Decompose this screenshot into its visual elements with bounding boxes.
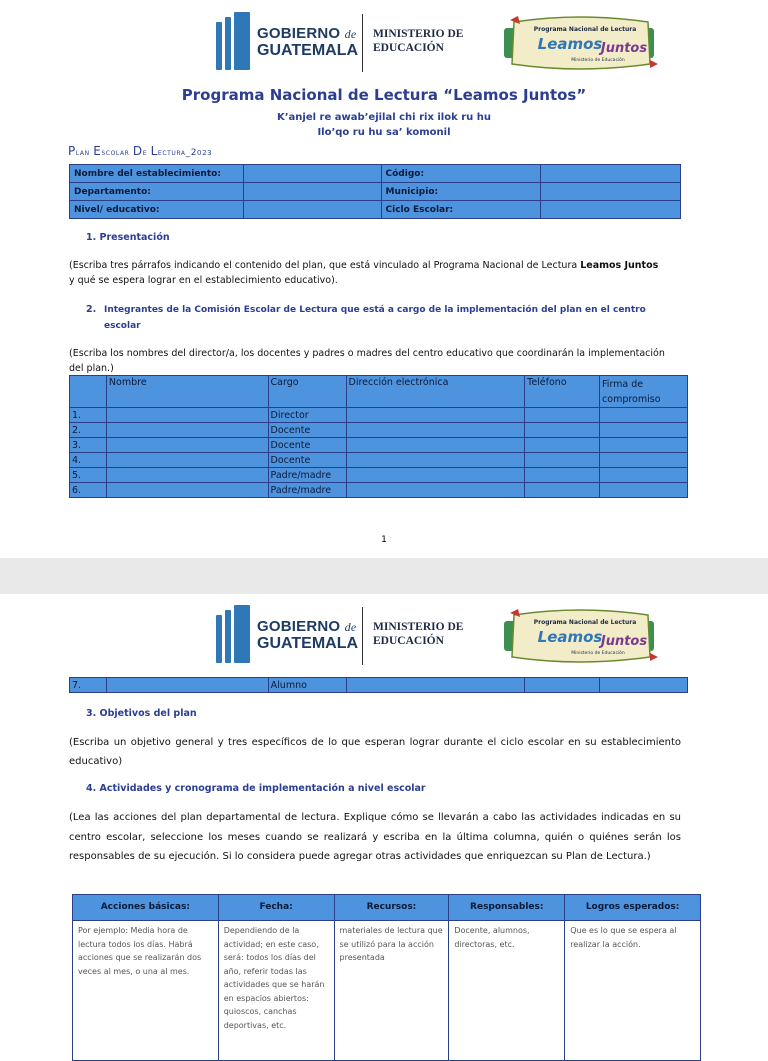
svg-text:Leamos: Leamos [537,35,603,53]
column-header-email: Dirección electrónica [346,376,525,408]
subtitle-line-2: Ilo’qo ru hu sa’ komonil [317,127,451,138]
row-index: 3. [70,438,107,453]
column-header-signature: Firma de compromiso [600,376,688,408]
table-row [70,678,688,693]
phone-cell[interactable] [525,438,600,453]
column-header-role: Cargo [268,376,346,408]
phone-cell[interactable] [525,423,600,438]
signature-cell[interactable] [600,408,688,423]
name-cell[interactable] [106,678,268,693]
document-title: Programa Nacional de Lectura “Leamos Juntos” [181,86,587,104]
name-cell[interactable] [106,423,268,438]
role-cell: Padre/madre [268,468,346,483]
role-cell: Docente [268,453,346,468]
svg-text:Programa Nacional de Lectura: Programa Nacional de Lectura [533,26,637,33]
leamos-juntos-logo [500,607,660,663]
row-index: 6. [70,483,107,498]
commission-members-table [69,375,688,498]
role-cell: Padre/madre [268,483,346,498]
name-cell[interactable] [106,468,268,483]
table-header-row [73,895,701,921]
resources-cell[interactable]: materiales de lectura que se utilizó para la acción presentada [334,921,449,1061]
table-row [70,438,688,453]
code-field[interactable] [541,165,681,183]
department-label: Departamento: [70,183,244,201]
level-label: Nivel/ educativo: [70,201,244,219]
section-4-heading: 4. Actividades y cronograma de implementación a nivel escolar [86,783,426,794]
gobierno-logo-text: GOBIERNO de GUATEMALA [257,618,359,652]
section-3-heading: 3. Objetivos del plan [86,708,197,719]
page-separator [0,558,768,594]
page-header [0,12,768,92]
phone-cell[interactable] [525,453,600,468]
email-cell[interactable] [346,438,525,453]
table-header-row [70,376,688,408]
role-cell: Director [268,408,346,423]
header-divider [362,14,363,72]
column-header-responsible: Responsables: [449,895,565,921]
signature-cell[interactable] [600,678,688,693]
table-row [70,468,688,483]
section-4-text: (Lea las acciones del plan departamental de lectura. Explique cómo se llevarán a cabo las actividades indicadas en su centro escolar, seleccione los meses cuando se realizará y escriba en la última columna, quién o quiénes serán los responsables de su ejecución. Si lo considera puede agregar otras actividades que enriquezcan su Plan de Lectura.) [69,812,681,862]
actions-cell[interactable]: Por ejemplo: Media hora de lectura todos los días. Habrá acciones que se realizarán dos veces al mes, o una al mes. [73,921,219,1061]
section-1-text: (Escriba tres párrafos indicando el contenido del plan, que está vinculado al Programa Nacional de Lectura Leamos Juntos y qué se espera lograr en el establecimiento educativo). [69,260,659,286]
table-row [70,165,681,183]
section-3-text: (Escriba un objetivo general y tres específicos de lo que esperan lograr durante el ciclo escolar en su establecimiento educativo) [69,737,681,767]
row-index: 1. [70,408,107,423]
phone-cell[interactable] [525,483,600,498]
column-header-name: Nombre [106,376,268,408]
column-header-phone: Teléfono [525,376,600,408]
table-row [70,183,681,201]
table-row [73,921,701,1061]
phone-cell[interactable] [525,678,600,693]
phone-cell[interactable] [525,408,600,423]
email-cell[interactable] [346,468,525,483]
email-cell[interactable] [346,423,525,438]
signature-cell[interactable] [600,438,688,453]
name-cell[interactable] [106,438,268,453]
school-year-field[interactable] [541,201,681,219]
svg-text:Ministerio de Educación: Ministerio de Educación [571,58,625,63]
school-name-label: Nombre del establecimiento: [70,165,244,183]
ministry-name: MINISTERIO DE EDUCACIÓN [373,621,464,647]
svg-text:Ministerio de Educación: Ministerio de Educación [571,651,625,656]
svg-text:Juntos: Juntos [600,41,648,56]
date-cell[interactable]: Dependiendo de la actividad; en este caso, será: todos los días del año, referir todas las actividades que se harán en espacios abiertos: quioscos, canchas deportivas, etc. [218,921,334,1061]
page-number: 1 [381,535,387,545]
column-header-expected-results: Logros esperados: [565,895,701,921]
municipality-label: Municipio: [381,183,541,201]
signature-cell[interactable] [600,423,688,438]
email-cell[interactable] [346,678,525,693]
leamos-juntos-logo [500,14,660,70]
responsible-cell[interactable]: Docente, alumnos, directoras, etc. [449,921,565,1061]
table-row [70,483,688,498]
code-label: Código: [381,165,541,183]
signature-cell[interactable] [600,453,688,468]
subtitle-line-1: K’anjel re awab’ejilal chi rix ilok ru hu [276,112,492,123]
name-cell[interactable] [106,408,268,423]
table-row [70,201,681,219]
school-year-label: Ciclo Escolar: [381,201,541,219]
section-1-heading: 1. Presentación [86,232,170,243]
plan-title: Plan Escolar De Lectura_2023 [68,144,213,158]
gobierno-logo-text: GOBIERNO de GUATEMALA [257,25,359,59]
table-row [70,423,688,438]
page-header [0,605,768,685]
ministry-name: MINISTERIO DE EDUCACIÓN [373,28,464,54]
level-field[interactable] [243,201,381,219]
table-row [70,408,688,423]
header-divider [362,607,363,665]
expected-results-cell[interactable]: Que es lo que se espera al realizar la acción. [565,921,701,1061]
commission-members-table-continued [69,677,688,693]
school-name-field[interactable] [243,165,381,183]
row-index: 2. [70,423,107,438]
role-cell: Docente [268,438,346,453]
email-cell[interactable] [346,453,525,468]
signature-cell[interactable] [600,483,688,498]
phone-cell[interactable] [525,468,600,483]
activities-table [72,894,701,1061]
email-cell[interactable] [346,483,525,498]
gobierno-guatemala-flag-icon [216,12,250,70]
row-index: 7. [70,678,107,693]
row-index: 5. [70,468,107,483]
role-cell: Docente [268,423,346,438]
gobierno-guatemala-flag-icon [216,605,250,663]
column-header-date: Fecha: [218,895,334,921]
section-2-number: 2. [86,304,97,315]
table-row [70,453,688,468]
role-cell: Alumno [268,678,346,693]
svg-text:Programa Nacional de Lectura: Programa Nacional de Lectura [533,619,637,626]
email-cell[interactable] [346,408,525,423]
department-field[interactable] [243,183,381,201]
name-cell[interactable] [106,483,268,498]
column-header-actions: Acciones básicas: [73,895,219,921]
municipality-field[interactable] [541,183,681,201]
column-header-resources: Recursos: [334,895,449,921]
section-2-heading: Integrantes de la Comisión Escolar de Lectura que está a cargo de la implementación del plan en el centro escolar [104,305,646,331]
school-info-table [69,164,681,219]
svg-text:Leamos: Leamos [537,628,603,646]
signature-cell[interactable] [600,468,688,483]
name-cell[interactable] [106,453,268,468]
svg-text:Juntos: Juntos [600,634,648,649]
column-header-index [70,376,107,408]
row-index: 4. [70,453,107,468]
page-2 [0,594,768,1030]
section-2-text: (Escriba los nombres del director/a, los docentes y padres o madres del centro educativo que coordinarán la implementación del plan.) [69,348,665,374]
